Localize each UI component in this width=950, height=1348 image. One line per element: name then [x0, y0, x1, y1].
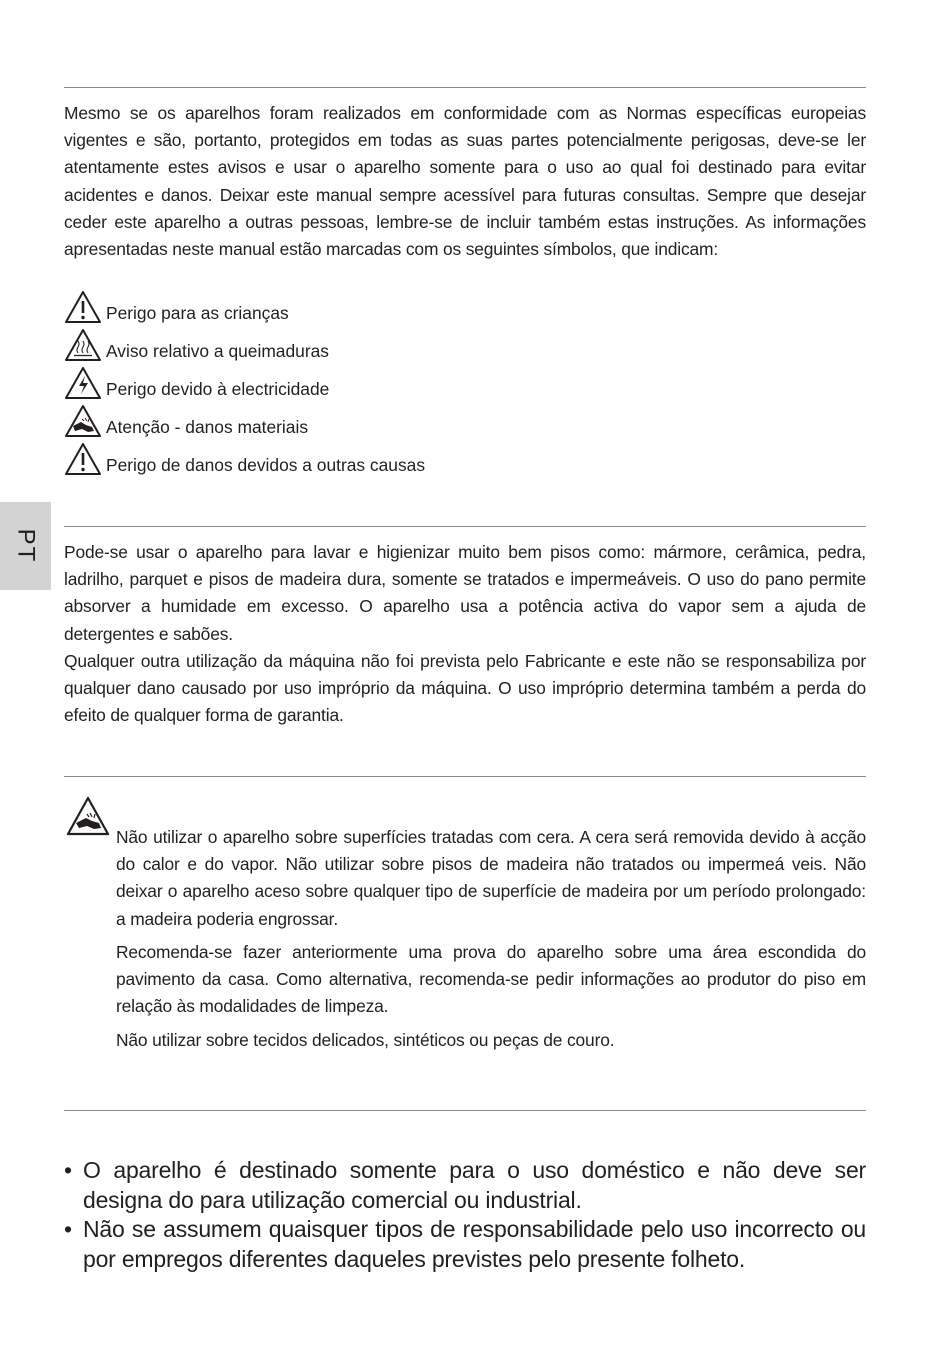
bullet-text: Não se assumem quaisquer tipos de responsabilidade pelo uso incorrecto ou por empregos diferentes daqueles previstes pelo presente folheto.	[83, 1216, 866, 1272]
symbol-row-electricity	[64, 366, 329, 400]
symbol-label: Atenção - danos materiais	[106, 417, 309, 437]
hand-damage-warning-icon	[66, 796, 110, 836]
symbol-label: Perigo para as crianças	[106, 303, 289, 323]
section-divider	[64, 1110, 866, 1111]
language-tab-label: PT	[12, 528, 40, 564]
section-divider	[64, 776, 866, 777]
bullet-marker: •	[64, 1157, 72, 1183]
exclamation-warning-icon	[64, 290, 102, 324]
hand-damage-warning-icon	[64, 404, 102, 438]
exclamation-warning-icon	[64, 442, 102, 476]
symbol-row-burns	[64, 328, 329, 362]
section-divider	[64, 526, 866, 527]
symbol-label: Perigo de danos devidos a outras causas	[106, 455, 426, 475]
symbol-row-material-damage	[64, 404, 308, 438]
bullet-list	[64, 1156, 866, 1274]
wax-warning-paragraph: Não utilizar o aparelho sobre superfícies tratadas com cera. A cera será removida devido à acção do calor e do vapor. Não utilizar sobre pisos de madeira não tratados ou impermeá veis. Não deixar o aparelho aceso sobre qualquer tipo de superfície de madeira por um período prolongado: a madeira poderia engrossar.	[116, 827, 866, 929]
electricity-warning-icon	[64, 366, 102, 400]
test-recommendation-paragraph: Recomenda-se fazer anteriormente uma prova do aparelho sobre uma área escondida do pavimento da casa. Como alternativa, recomenda-se pedir informações ao produtor do piso em relação às modalidades de limpeza.	[116, 942, 866, 1017]
symbol-label: Aviso relativo a queimaduras	[106, 341, 329, 361]
section-divider	[64, 87, 866, 88]
list-item	[64, 1215, 866, 1274]
list-item	[64, 1156, 866, 1215]
symbol-row-other-damage	[64, 442, 425, 476]
symbol-row-children	[64, 290, 289, 324]
improper-use-paragraph: Qualquer outra utilização da máquina não foi prevista pelo Fabricante e este não se responsabiliza por qualquer dano causado por uso impróprio da máquina. O uso impróprio determina também a perda do efeito de qualquer forma de garantia.	[64, 651, 866, 726]
fabric-warning-paragraph: Não utilizar sobre tecidos delicados, sintéticos ou peças de couro.	[116, 1030, 615, 1050]
hot-surface-warning-icon	[64, 328, 102, 362]
usage-paragraph: Pode-se usar o aparelho para lavar e higienizar muito bem pisos como: mármore, cerâmica, pedra, ladrilho, parquet e pisos de madeira dura, somente se tratados e impermeáveis. O uso do pano permite absorver a humidade em excesso. O aparelho usa a potência activa do vapor sem a ajuda de detergentes e sabões.	[64, 542, 866, 644]
symbol-label: Perigo devido à electricidade	[106, 379, 330, 399]
bullet-text: O aparelho é destinado somente para o uso doméstico e não deve ser designa do para utilização comercial ou industrial.	[83, 1157, 866, 1213]
bullet-marker: •	[64, 1216, 72, 1242]
language-tab	[0, 502, 51, 590]
intro-paragraph: Mesmo se os aparelhos foram realizados em conformidade com as Normas específicas europeias vigentes e são, portanto, protegidos em todas as suas partes potencialmente perigosas, deve-se ler atentamente estes avisos e usar o aparelho somente para o uso ao qual foi destinado para evitar acidentes e danos. Deixar este manual sempre acessível para futuras consultas. Sempre que desejar ceder este aparelho a outras pessoas, lembre-se de incluir também estas instruções. As informações apresentadas neste manual estão marcadas com os seguintes símbolos, que indicam:	[64, 103, 866, 260]
